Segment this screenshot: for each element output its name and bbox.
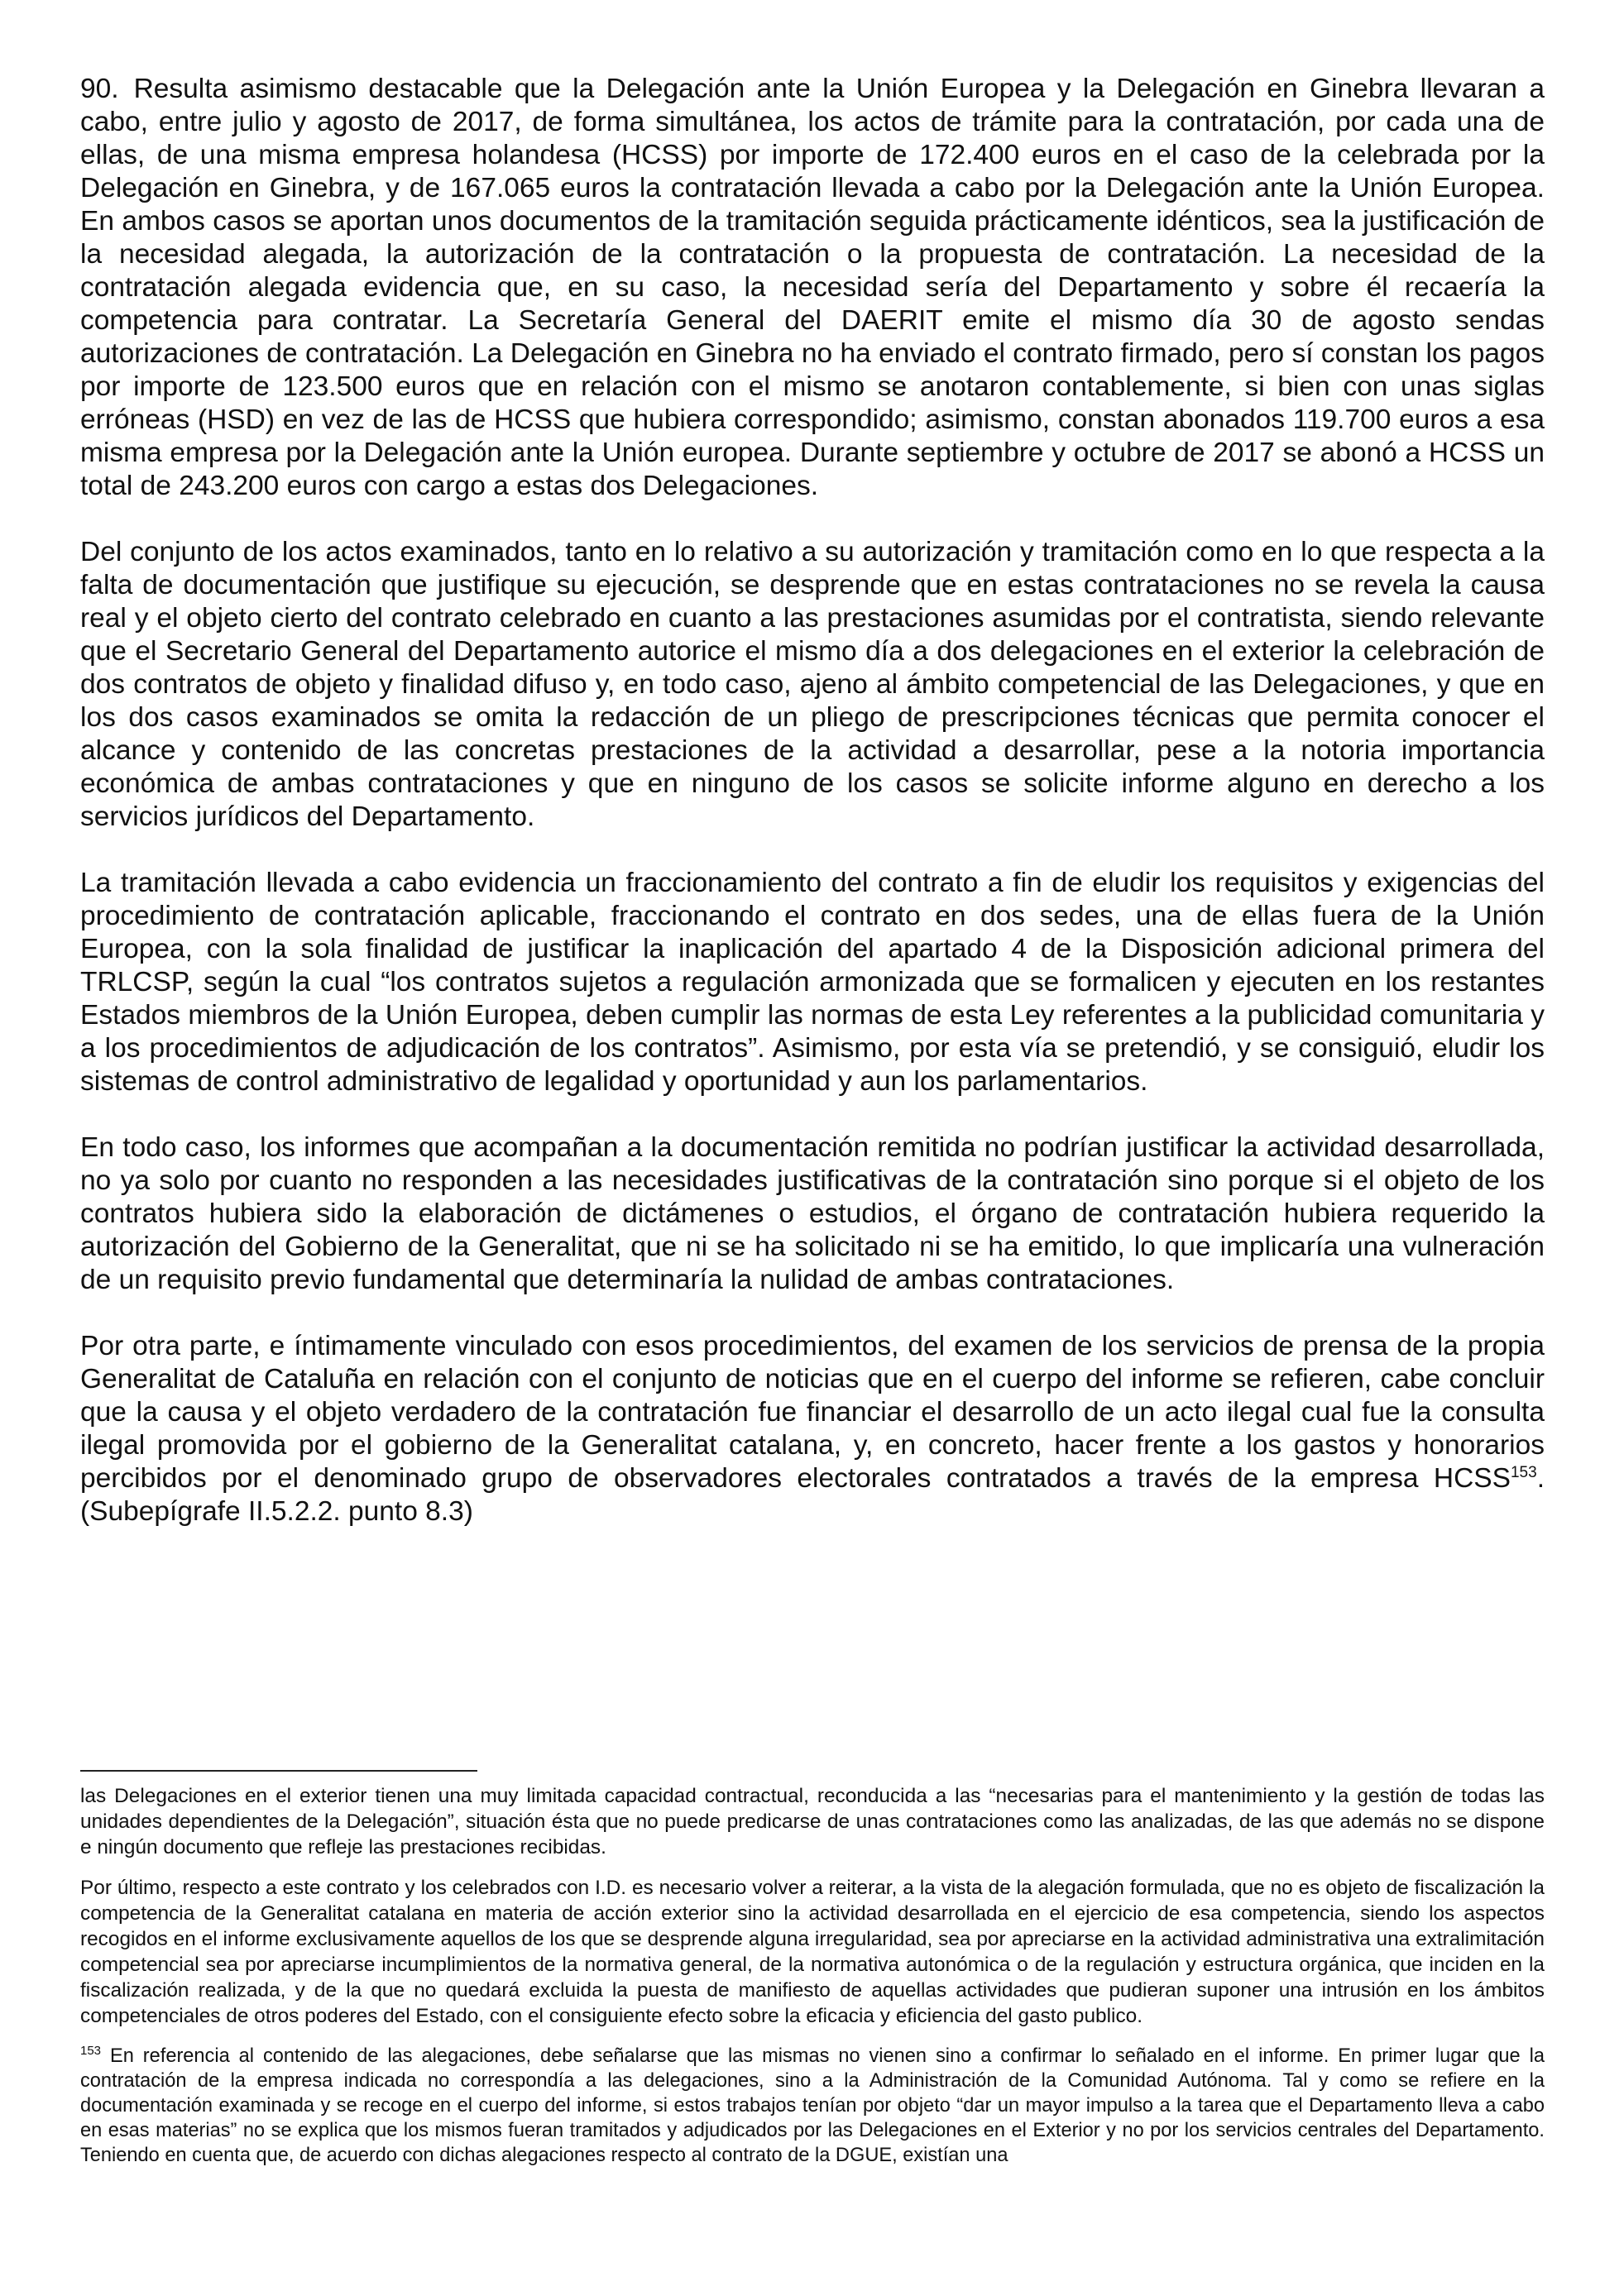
- footnote-continuation: Por último, respecto a este contrato y los celebrados con I.D. es necesario volver a reiterar, a la vista de la alegación formulada, que no es objeto de fiscalización la competencia de la Generalitat catalana en materia de acción exterior sino la actividad desarrollada en el ejercicio de esa competencia, siendo los aspectos recogidos en el informe exclusivamente aquellos de los que se desprende alguna irregularidad, sea por apreciarse en la actividad administrativa una extralimitación competencial sea por apreciarse incumplimientos de la normativa general, de la normativa autonómica o de la regulación y estructura orgánica, que inciden en la fiscalización realizada, y de la que no quedará excluida la puesta de manifiesto de aquellas actividades que pudieran suponer una intrusión en los ámbitos competenciales de otros poderes del Estado, con el consiguiente efecto sobre la eficacia y eficiencia del gasto publico.: [80, 1877, 1545, 2027]
- footnote-reference[interactable]: 153: [1510, 1463, 1537, 1481]
- footnote-text: En referencia al contenido de las alegaciones, debe señalarse que las mismas no vienen sino a confirmar lo señalado en el informe. En primer lugar que la contratación de la empresa indicada no correspondía a las delegaciones, sino a la Administración de la Comunidad Autónoma. Tal y como se refiere en la documentación examinada y se recoge en el cuerpo del informe, si estos trabajos tenían por objeto “dar un mayor impulso a la tarea que el Departamento lleva a cabo en esas materias” no se explica que los mismos fueran tramitados y adjudicados por las Delegaciones en el Exterior y no por los servicios centrales del Departamento. Teniendo en cuenta que, de acuerdo con dichas alegaciones respecto al contrato de la DGUE, existían una: [80, 2045, 1545, 2166]
- footnotes: [80, 1783, 1545, 2183]
- paragraph: Del conjunto de los actos examinados, tanto en lo relativo a su autorización y tramitación como en lo que respecta a la falta de documentación que justifique su ejecución, se desprende que en estas contrataciones no se revela la causa real y el objeto cierto del contrato celebrado en cuanto a las prestaciones asumidas por el contratista, siendo relevante que el Secretario General del Departamento autorice el mismo día a dos delegaciones en el exterior la celebración de dos contratos de objeto y finalidad difuso y, en todo caso, ajeno al ámbito competencial de las Delegaciones, y que en los dos casos examinados se omita la redacción de un pliego de prescripciones técnicas que permita conocer el alcance y contenido de las concretas prestaciones de la actividad a desarrollar, pese a la notoria importancia económica de ambas contrataciones y que en ninguno de los casos se solicite informe alguno en derecho a los servicios jurídicos del Departamento.: [80, 537, 1545, 832]
- paragraph-90: [80, 73, 1545, 503]
- paragraph-number: 90.: [80, 74, 119, 104]
- paragraph: La tramitación llevada a cabo evidencia un fraccionamiento del contrato a fin de eludir los requisitos y exigencias del procedimiento de contratación aplicable, fraccionando el contrato en dos sedes, una de ellas fuera de la Unión Europea, con la sola finalidad de justificar la inaplicación del apartado 4 de la Disposición adicional primera del TRLCSP, según la cual “los contratos sujetos a regulación armonizada que se formalicen y ejecuten en los restantes Estados miembros de la Unión Europea, deben cumplir las normas de esta Ley referentes a la publicidad comunitaria y a los procedimientos de adjudicación de los contratos”. Asimismo, por esta vía se pretendió, y se consiguió, eludir los sistemas de control administrativo de legalidad y oportunidad y aun los parlamentarios.: [80, 868, 1545, 1097]
- paragraph-text: Resulta asimismo destacable que la Delegación ante la Unión Europea y la Delegación en Ginebra llevaran a cabo, entre julio y agosto de 2017, de forma simultánea, los actos de trámite para la contratación, por cada una de ellas, de una misma empresa holandesa (HCSS) por importe de 172.400 euros en el caso de la celebrada por la Delegación en Ginebra, y de 167.065 euros la contratación llevada a cabo por la Delegación ante la Unión Europea. En ambos casos se aportan unos documentos de la tramitación seguida prácticamente idénticos, sea la justificación de la necesidad alegada, la autorización de la contratación o la propuesta de contratación. La necesidad de la contratación alegada evidencia que, en su caso, la necesidad sería del Departamento y sobre él recaería la competencia para contratar. La Secretaría General del DAERIT emite el mismo día 30 de agosto sendas autorizaciones de contratación. La Delegación en Ginebra no ha enviado el contrato firmado, pero sí constan los pagos por importe de 123.500 euros que en relación con el mismo se anotaron contablemente, si bien con unas siglas erróneas (HSD) en vez de las de HCSS que hubiera correspondido; asimismo, constan abonados 119.700 euros a esa misma empresa por la Delegación ante la Unión europea. Durante septiembre y octubre de 2017 se abonó a HCSS un total de 243.200 euros con cargo a estas dos Delegaciones.: [80, 74, 1545, 501]
- paragraph-text: Por otra parte, e íntimamente vinculado con esos procedimientos, del examen de los servicios de prensa de la propia Generalitat de Cataluña en relación con el conjunto de noticias que en el cuerpo del informe se refieren, cabe concluir que la causa y el objeto verdadero de la contratación fue financiar el desarrollo de un acto ilegal cual fue la consulta ilegal promovida por el gobierno de la Generalitat catalana, y, en concreto, hacer frente a los gastos y honorarios percibidos por el denominado grupo de observadores electorales contratados a través de la empresa HCSS: [80, 1331, 1545, 1494]
- footnote-number: 153: [80, 2044, 102, 2059]
- footnote-separator: [80, 1770, 477, 1772]
- paragraph-text-end: . (Subepígrafe II.5.2.2. punto 8.3): [80, 1463, 1545, 1527]
- footnote-153: [80, 2044, 1545, 2168]
- paragraph: En todo caso, los informes que acompañan a la documentación remitida no podrían justificar la actividad desarrollada, no ya solo por cuanto no responden a las necesidades justificativas de la contratación sino porque si el objeto de los contratos hubiera sido la elaboración de dictámenes o estudios, el órgano de contratación hubiera requerido la autorización del Gobierno de la Generalitat, que ni se ha solicitado ni se ha emitido, lo que implicaría una vulneración de un requisito previo fundamental que determinaría la nulidad de ambas contrataciones.: [80, 1132, 1545, 1295]
- main-text: [80, 73, 1545, 1562]
- paragraph: [80, 1330, 1545, 1528]
- footnote-continuation: las Delegaciones en el exterior tienen una muy limitada capacidad contractual, reconducida a las “necesarias para el mantenimiento y la gestión de todas las unidades dependientes de la Delegación”, situación ésta que no puede predicarse de unas contrataciones como las analizadas, de las que además no se dispone e ningún documento que refleje las prestaciones recibidas.: [80, 1785, 1545, 1858]
